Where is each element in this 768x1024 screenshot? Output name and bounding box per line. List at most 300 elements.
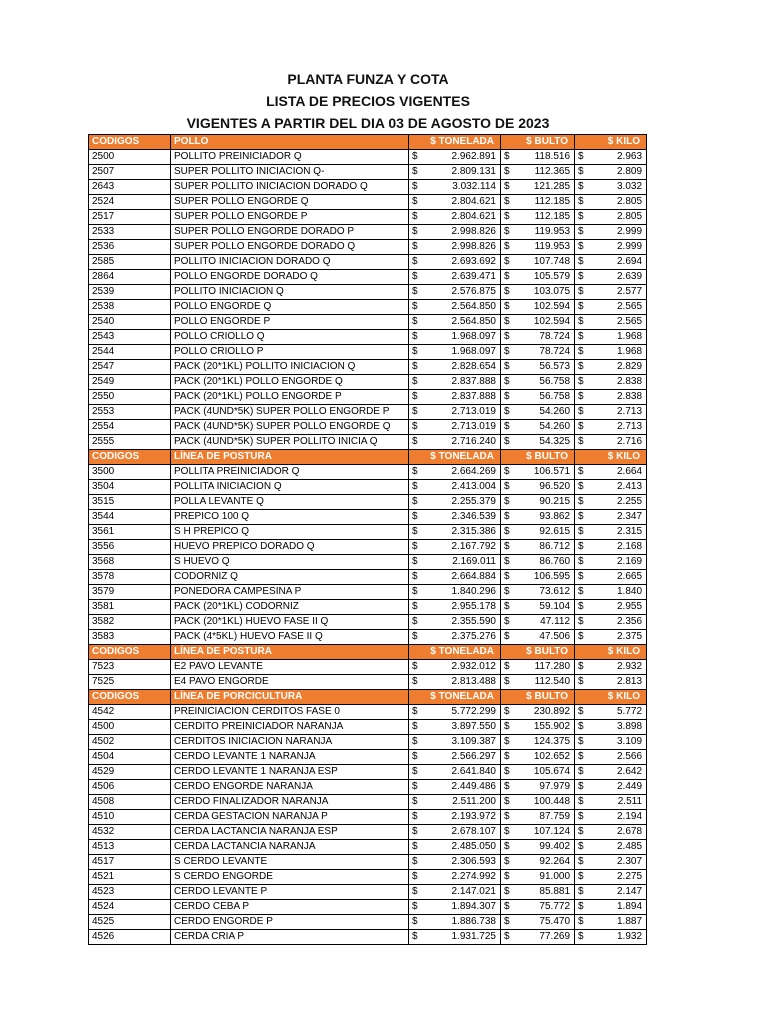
currency-sign: $ [501,195,517,210]
price-tonelada: 2.809.131 [425,165,501,180]
currency-sign: $ [575,360,591,375]
currency-sign: $ [501,885,517,900]
product-code: 2585 [89,255,171,270]
product-code: 2553 [89,405,171,420]
product-name: PREINICIACION CERDITOS FASE 0 [171,705,409,720]
currency-sign: $ [575,225,591,240]
currency-sign: $ [409,570,425,585]
currency-sign: $ [575,915,591,930]
product-name: SUPER POLLO ENGORDE P [171,210,409,225]
table-row [89,255,647,270]
product-name: S CERDO LEVANTE [171,855,409,870]
price-tonelada: 2.375.276 [425,630,501,645]
product-name: POLLO ENGORDE DORADO Q [171,270,409,285]
table-row [89,270,647,285]
header-tonelada: $ TONELADA [409,690,501,705]
currency-sign: $ [409,825,425,840]
product-code: 2517 [89,210,171,225]
product-code: 3583 [89,630,171,645]
currency-sign: $ [501,270,517,285]
price-tonelada: 2.641.840 [425,765,501,780]
currency-sign: $ [575,180,591,195]
table-row [89,240,647,255]
price-tonelada: 3.897.550 [425,720,501,735]
price-kilo: 2.413 [591,480,647,495]
table-row [89,330,647,345]
currency-sign: $ [409,375,425,390]
price-tonelada: 2.255.379 [425,495,501,510]
price-bulto: 99.402 [517,840,575,855]
currency-sign: $ [409,525,425,540]
product-name: CERDA LACTANCIA NARANJA [171,840,409,855]
currency-sign: $ [501,255,517,270]
currency-sign: $ [409,795,425,810]
section-header-row [89,645,647,660]
price-tonelada: 3.032.114 [425,180,501,195]
product-name: CERDA GESTACION NARANJA P [171,810,409,825]
product-code: 2507 [89,165,171,180]
product-name: SUPER POLLITO INICIACION DORADO Q [171,180,409,195]
currency-sign: $ [501,345,517,360]
price-kilo: 1.894 [591,900,647,915]
currency-sign: $ [409,150,425,165]
price-tonelada: 2.955.178 [425,600,501,615]
product-name: PREPICO 100 Q [171,510,409,525]
price-kilo: 2.999 [591,225,647,240]
price-tonelada: 2.147.021 [425,885,501,900]
product-name: PACK (4UND*5K) SUPER POLLO ENGORDE P [171,405,409,420]
price-bulto: 106.571 [517,465,575,480]
currency-sign: $ [409,300,425,315]
price-tonelada: 1.968.097 [425,330,501,345]
table-row [89,465,647,480]
currency-sign: $ [575,195,591,210]
currency-sign: $ [501,765,517,780]
currency-sign: $ [575,870,591,885]
price-tonelada: 2.485.050 [425,840,501,855]
product-code: 4506 [89,780,171,795]
price-tonelada: 2.169.011 [425,555,501,570]
price-kilo: 2.194 [591,810,647,825]
price-bulto: 106.595 [517,570,575,585]
price-kilo: 2.315 [591,525,647,540]
product-name: SUPER POLLO ENGORDE DORADO Q [171,240,409,255]
price-kilo: 2.307 [591,855,647,870]
header-category: POLLO [171,135,409,150]
product-code: 4526 [89,930,171,945]
currency-sign: $ [409,165,425,180]
product-name: S HUEVO Q [171,555,409,570]
currency-sign: $ [575,525,591,540]
currency-sign: $ [501,420,517,435]
table-row [89,480,647,495]
price-bulto: 105.579 [517,270,575,285]
table-row [89,885,647,900]
price-bulto: 78.724 [517,345,575,360]
product-name: CERDO FINALIZADOR NARANJA [171,795,409,810]
product-name: PACK (4UND*5K) SUPER POLLITO INICIA Q [171,435,409,450]
product-name: PONEDORA CAMPESINA P [171,585,409,600]
currency-sign: $ [501,705,517,720]
header-tonelada: $ TONELADA [409,135,501,150]
price-bulto: 112.185 [517,210,575,225]
table-row [89,705,647,720]
product-name: CERDO ENGORDE NARANJA [171,780,409,795]
table-row [89,150,647,165]
currency-sign: $ [575,930,591,945]
price-kilo: 2.147 [591,885,647,900]
price-bulto: 54.260 [517,405,575,420]
price-tonelada: 2.828.654 [425,360,501,375]
price-tonelada: 2.804.621 [425,210,501,225]
currency-sign: $ [501,675,517,690]
currency-sign: $ [409,630,425,645]
product-code: 2550 [89,390,171,405]
product-name: POLLITA INICIACION Q [171,480,409,495]
table-row [89,780,647,795]
price-bulto: 102.652 [517,750,575,765]
currency-sign: $ [575,765,591,780]
product-code: 3556 [89,540,171,555]
product-code: 4502 [89,735,171,750]
price-tonelada: 2.193.972 [425,810,501,825]
price-kilo: 2.255 [591,495,647,510]
product-code: 2643 [89,180,171,195]
price-kilo: 1.968 [591,330,647,345]
product-code: 4521 [89,870,171,885]
price-bulto: 78.724 [517,330,575,345]
price-bulto: 85.881 [517,885,575,900]
currency-sign: $ [409,390,425,405]
price-bulto: 97.979 [517,780,575,795]
price-bulto: 54.325 [517,435,575,450]
product-name: PACK (20*1KL) POLLO ENGORDE Q [171,375,409,390]
section-header-row [89,690,647,705]
currency-sign: $ [409,705,425,720]
currency-sign: $ [501,750,517,765]
price-kilo: 2.694 [591,255,647,270]
table-row [89,525,647,540]
currency-sign: $ [575,720,591,735]
currency-sign: $ [409,930,425,945]
product-code: 4517 [89,855,171,870]
currency-sign: $ [409,225,425,240]
currency-sign: $ [575,495,591,510]
currency-sign: $ [501,180,517,195]
product-name: POLLA LEVANTE Q [171,495,409,510]
currency-sign: $ [409,495,425,510]
price-tonelada: 2.346.539 [425,510,501,525]
currency-sign: $ [575,570,591,585]
price-kilo: 1.840 [591,585,647,600]
product-code: 2555 [89,435,171,450]
currency-sign: $ [501,870,517,885]
table-row [89,900,647,915]
product-code: 2500 [89,150,171,165]
price-bulto: 112.185 [517,195,575,210]
product-name: PACK (4UND*5K) SUPER POLLO ENGORDE Q [171,420,409,435]
currency-sign: $ [409,615,425,630]
price-kilo: 2.565 [591,315,647,330]
product-name: CERDITOS INICIACION NARANJA [171,735,409,750]
price-kilo: 1.932 [591,930,647,945]
currency-sign: $ [501,405,517,420]
currency-sign: $ [501,840,517,855]
product-code: 4525 [89,915,171,930]
product-name: POLLITO PREINICIADOR Q [171,150,409,165]
price-bulto: 100.448 [517,795,575,810]
price-bulto: 112.540 [517,675,575,690]
header-category: LÍNEA DE POSTURA [171,450,409,465]
table-row [89,180,647,195]
price-tonelada: 1.840.296 [425,585,501,600]
product-code: 7525 [89,675,171,690]
price-tonelada: 2.998.826 [425,225,501,240]
product-code: 2539 [89,285,171,300]
price-tonelada: 2.566.297 [425,750,501,765]
product-name: S CERDO ENGORDE [171,870,409,885]
currency-sign: $ [575,615,591,630]
table-row [89,810,647,825]
currency-sign: $ [501,225,517,240]
currency-sign: $ [501,540,517,555]
currency-sign: $ [501,600,517,615]
currency-sign: $ [575,255,591,270]
currency-sign: $ [409,870,425,885]
product-code: 3582 [89,615,171,630]
currency-sign: $ [575,375,591,390]
currency-sign: $ [575,345,591,360]
currency-sign: $ [575,585,591,600]
price-tonelada: 2.716.240 [425,435,501,450]
price-bulto: 107.124 [517,825,575,840]
table-row [89,930,647,945]
product-name: CERDO LEVANTE P [171,885,409,900]
header-bulto: $ BULTO [501,135,575,150]
price-bulto: 54.260 [517,420,575,435]
currency-sign: $ [575,840,591,855]
table-row [89,510,647,525]
currency-sign: $ [501,285,517,300]
product-name: POLLITA PREINICIADOR Q [171,465,409,480]
currency-sign: $ [575,435,591,450]
price-tonelada: 2.678.107 [425,825,501,840]
product-name: POLLO CRIOLLO Q [171,330,409,345]
price-bulto: 75.470 [517,915,575,930]
price-tonelada: 2.998.826 [425,240,501,255]
price-kilo: 2.813 [591,675,647,690]
table-row [89,345,647,360]
product-code: 4524 [89,900,171,915]
currency-sign: $ [501,165,517,180]
price-tonelada: 2.837.888 [425,375,501,390]
price-kilo: 2.955 [591,600,647,615]
product-code: 4510 [89,810,171,825]
currency-sign: $ [409,810,425,825]
product-name: S H PREPICO Q [171,525,409,540]
product-code: 2538 [89,300,171,315]
currency-sign: $ [409,750,425,765]
currency-sign: $ [501,510,517,525]
price-tonelada: 2.564.850 [425,315,501,330]
price-tonelada: 2.962.891 [425,150,501,165]
currency-sign: $ [501,630,517,645]
price-bulto: 119.953 [517,225,575,240]
header-bulto: $ BULTO [501,645,575,660]
product-name: POLLITO INICIACION Q [171,285,409,300]
price-bulto: 230.892 [517,705,575,720]
product-name: E4 PAVO ENGORDE [171,675,409,690]
price-kilo: 2.356 [591,615,647,630]
header-category: LÍNEA DE POSTURA [171,645,409,660]
currency-sign: $ [575,735,591,750]
currency-sign: $ [501,375,517,390]
table-row [89,315,647,330]
table-row [89,615,647,630]
product-name: CERDITO PREINICIADOR NARANJA [171,720,409,735]
product-code: 7523 [89,660,171,675]
price-tonelada: 2.315.386 [425,525,501,540]
product-name: CERDO LEVANTE 1 NARANJA ESP [171,765,409,780]
table-row [89,495,647,510]
currency-sign: $ [409,555,425,570]
currency-sign: $ [409,840,425,855]
currency-sign: $ [409,210,425,225]
price-kilo: 3.898 [591,720,647,735]
currency-sign: $ [501,660,517,675]
price-tonelada: 2.167.792 [425,540,501,555]
price-tonelada: 2.576.875 [425,285,501,300]
price-kilo: 2.375 [591,630,647,645]
section-header-row [89,450,647,465]
price-bulto: 107.748 [517,255,575,270]
currency-sign: $ [575,300,591,315]
currency-sign: $ [575,540,591,555]
price-kilo: 2.275 [591,870,647,885]
price-kilo: 2.664 [591,465,647,480]
product-name: CERDO LEVANTE 1 NARANJA [171,750,409,765]
price-table [88,134,647,945]
currency-sign: $ [575,240,591,255]
price-tonelada: 2.813.488 [425,675,501,690]
currency-sign: $ [409,345,425,360]
price-bulto: 105.674 [517,765,575,780]
price-kilo: 2.485 [591,840,647,855]
currency-sign: $ [575,315,591,330]
price-bulto: 119.953 [517,240,575,255]
currency-sign: $ [575,420,591,435]
currency-sign: $ [409,315,425,330]
product-name: POLLO CRIOLLO P [171,345,409,360]
price-bulto: 47.112 [517,615,575,630]
table-row [89,405,647,420]
table-row [89,375,647,390]
product-code: 4523 [89,885,171,900]
currency-sign: $ [409,330,425,345]
price-tonelada: 1.894.307 [425,900,501,915]
currency-sign: $ [501,795,517,810]
product-code: 2864 [89,270,171,285]
price-kilo: 2.168 [591,540,647,555]
product-code: 3544 [89,510,171,525]
product-name: SUPER POLLITO INICIACION Q- [171,165,409,180]
price-tonelada: 2.837.888 [425,390,501,405]
price-tonelada: 2.639.471 [425,270,501,285]
price-bulto: 56.573 [517,360,575,375]
product-code: 2543 [89,330,171,345]
price-bulto: 87.759 [517,810,575,825]
currency-sign: $ [501,150,517,165]
product-name: PACK (20*1KL) POLLITO INICIACION Q [171,360,409,375]
product-code: 2544 [89,345,171,360]
title-plant: PLANTA FUNZA Y COTA [287,71,449,87]
price-kilo: 2.566 [591,750,647,765]
currency-sign: $ [575,900,591,915]
price-kilo: 2.639 [591,270,647,285]
currency-sign: $ [575,825,591,840]
table-row [89,765,647,780]
price-tonelada: 2.511.200 [425,795,501,810]
price-tonelada: 2.413.004 [425,480,501,495]
currency-sign: $ [409,540,425,555]
price-kilo: 2.713 [591,405,647,420]
table-row [89,555,647,570]
price-bulto: 102.594 [517,300,575,315]
price-bulto: 77.269 [517,930,575,945]
currency-sign: $ [409,255,425,270]
table-row [89,750,647,765]
product-code: 4504 [89,750,171,765]
currency-sign: $ [409,900,425,915]
section-header-row [89,135,647,150]
product-name: CERDO CEBA P [171,900,409,915]
currency-sign: $ [409,720,425,735]
product-name: SUPER POLLO ENGORDE Q [171,195,409,210]
product-code: 2549 [89,375,171,390]
price-kilo: 2.963 [591,150,647,165]
header-codigos: CODIGOS [89,645,171,660]
price-bulto: 124.375 [517,735,575,750]
header-kilo: $ KILO [575,135,647,150]
product-name: CERDO ENGORDE P [171,915,409,930]
title-price-list: LISTA DE PRECIOS VIGENTES [266,93,470,109]
header-bulto: $ BULTO [501,690,575,705]
price-bulto: 56.758 [517,375,575,390]
product-name: PACK (20*1KL) HUEVO FASE II Q [171,615,409,630]
currency-sign: $ [409,240,425,255]
currency-sign: $ [501,930,517,945]
currency-sign: $ [409,480,425,495]
currency-sign: $ [409,180,425,195]
price-bulto: 56.758 [517,390,575,405]
product-code: 3578 [89,570,171,585]
table-row [89,300,647,315]
price-bulto: 73.612 [517,585,575,600]
price-tonelada: 1.968.097 [425,345,501,360]
table-row [89,855,647,870]
price-kilo: 2.838 [591,375,647,390]
currency-sign: $ [501,570,517,585]
currency-sign: $ [501,435,517,450]
price-bulto: 86.760 [517,555,575,570]
currency-sign: $ [575,480,591,495]
product-name: HUEVO PREPICO DORADO Q [171,540,409,555]
currency-sign: $ [409,420,425,435]
price-tonelada: 2.664.269 [425,465,501,480]
currency-sign: $ [575,705,591,720]
price-bulto: 103.075 [517,285,575,300]
currency-sign: $ [409,465,425,480]
